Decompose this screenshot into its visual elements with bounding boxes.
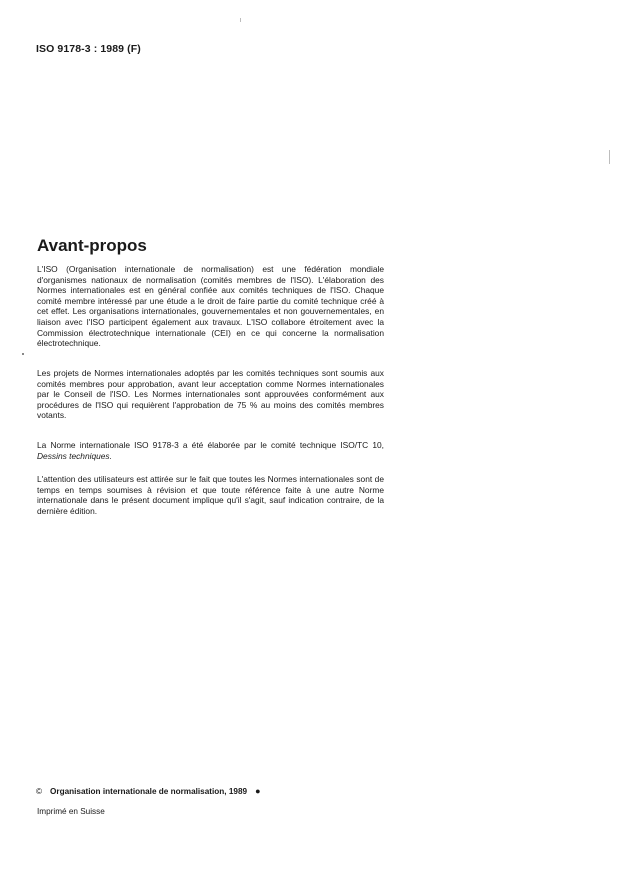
printed-in-note: Imprimé en Suisse [37, 807, 105, 816]
committee-statement: La Norme internationale ISO 9178-3 a été élaborée par le comité technique ISO/TC 10, [37, 440, 384, 450]
scan-speck [22, 353, 24, 355]
document-identifier: ISO 9178-3 : 1989 (F) [36, 43, 141, 55]
foreword-paragraph-approval: Les projets de Normes internationales adoptés par les comités techniques sont soumis aux comités membres pour approbation, avant leur acceptation comme Normes internationales par le Conseil de l'ISO. Les Normes internationales sont approuvées conformément aux procédures de l'ISO qui requièrent l'approbation de 75 % au moins des comités membres votants. [37, 368, 384, 421]
committee-name: Dessins techniques. [37, 450, 112, 461]
scan-speck [240, 18, 241, 22]
bullet-icon: ● [255, 786, 261, 796]
copyright-text: Organisation internationale de normalisation, 1989 [50, 787, 248, 796]
scan-speck [609, 150, 610, 164]
foreword-heading: Avant-propos [37, 236, 147, 255]
foreword-paragraph-iso: L'ISO (Organisation internationale de normalisation) est une fédération mondiale d'organismes nationaux de normalisation (comités membres de l'ISO). L'élaboration des Normes internationales est en général confiée aux comités techniques de l'ISO. Chaque comité membre intéressé par une étude a le droit de faire partie du comité technique créé à cet effet. Les organisations internationales, gouvernementales et non gouvernementales, en liaison avec l'ISO participent également aux travaux. L'ISO collabore étroitement avec la Commission électrotechnique internationale (CEI) en ce qui concerne la normalisation électrotechnique. [37, 264, 384, 349]
copyright-line [36, 786, 261, 796]
foreword-paragraph-committee [37, 440, 384, 461]
foreword-paragraph-revision: L'attention des utilisateurs est attirée sur le fait que toutes les Normes internationales sont de temps en temps soumises à révision et que toute référence faite à une autre Norme internationale dans le présent document implique qu'il s'agit, sauf indication contraire, de la dernière édition. [37, 474, 384, 516]
copyright-icon: © [36, 787, 43, 796]
